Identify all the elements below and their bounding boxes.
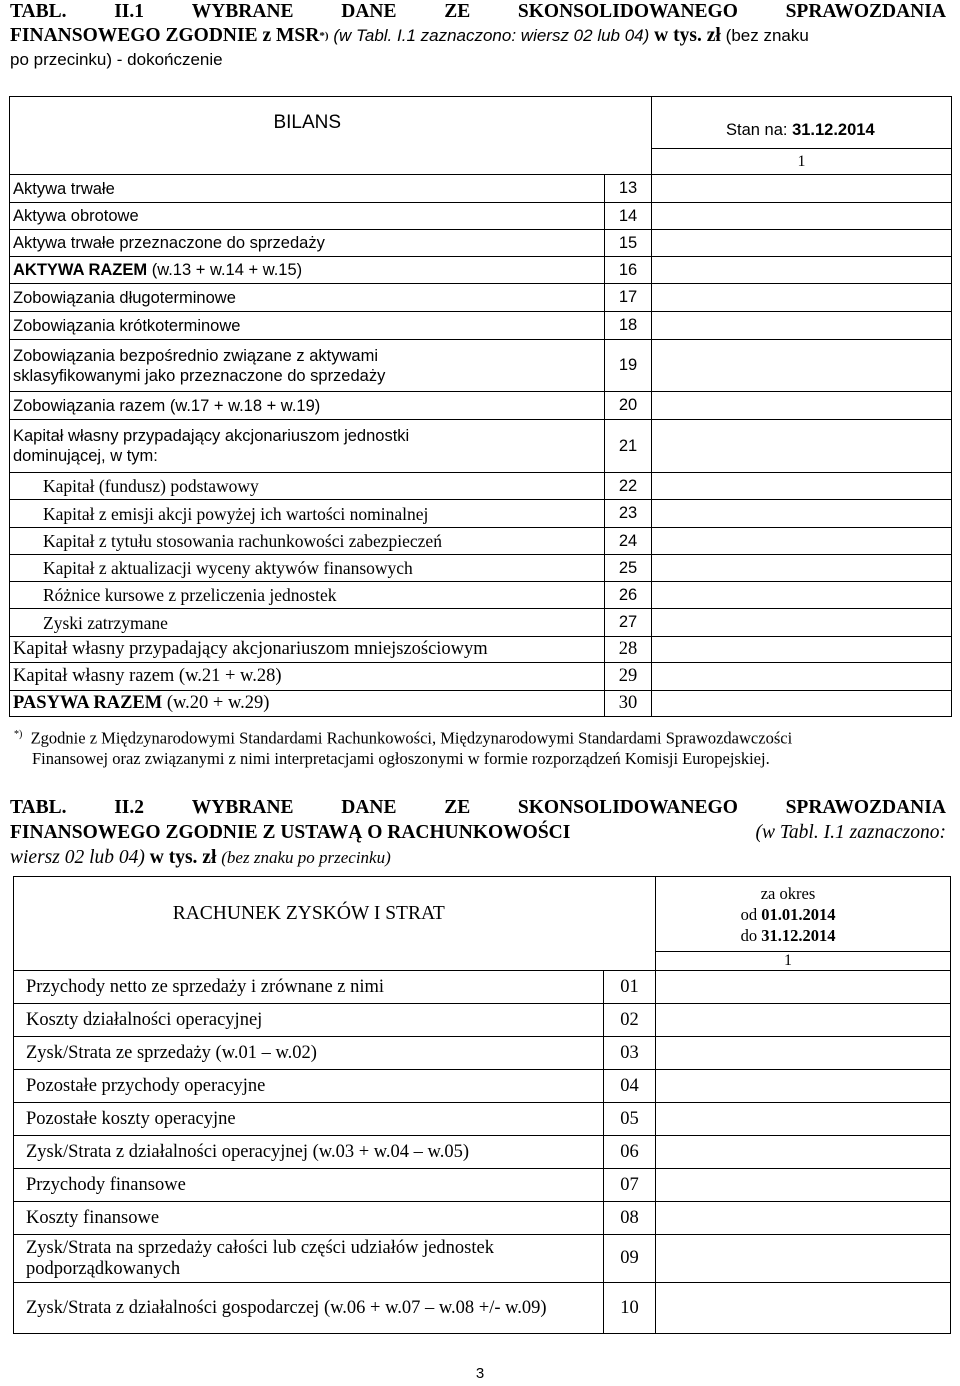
row-number: 20: [605, 392, 652, 420]
row-number: 29: [605, 663, 652, 691]
row-number: 30: [605, 691, 652, 717]
table-row: [10, 257, 952, 284]
title-word: SPRAWOZDANIA: [785, 797, 946, 818]
table-row: [14, 971, 951, 1004]
value-cell[interactable]: [652, 663, 952, 691]
table-row: [10, 284, 952, 312]
row-label: Zyski zatrzymane: [10, 609, 605, 637]
title-text: FINANSOWEGO ZGODNIE z MSR: [10, 25, 320, 46]
value-cell[interactable]: [652, 582, 952, 609]
table1-title-line2: [10, 24, 946, 48]
rzis-header: RACHUNEK ZYSKÓW I STRAT: [14, 877, 604, 952]
table-row: [10, 637, 952, 663]
row-label: Różnice kursowe z przeliczenia jednostek: [10, 582, 605, 609]
row-number: 13: [605, 175, 652, 203]
table-row: [10, 663, 952, 691]
table2-title-line2: [10, 820, 946, 845]
row-label: Kapitał własny przypadający akcjonariuszom jednostki dominującej, w tym:: [10, 420, 605, 473]
row-label: Zysk/Strata z działalności gospodarczej (w.06 + w.07 – w.08 +/- w.09): [14, 1283, 604, 1334]
period-to-label: do: [740, 925, 758, 945]
row-number: 15: [605, 230, 652, 257]
header-empty: [604, 877, 656, 952]
footnote-text: Zgodnie z Międzynarodowymi Standardami Rachunkowości, Międzynarodowymi Standardami Sprawozdawczości: [30, 728, 793, 748]
row-label: Aktywa trwałe: [10, 175, 605, 203]
row-label: Zobowiązania krótkoterminowe: [10, 312, 605, 340]
row-number: 07: [604, 1169, 656, 1202]
value-cell[interactable]: [652, 420, 952, 473]
table-row: [10, 175, 952, 203]
value-cell[interactable]: [652, 691, 952, 717]
table-row: [14, 1283, 951, 1334]
row-label: Kapitał z tytułu stosowania rachunkowości zabezpieczeń: [10, 528, 605, 555]
row-number: 23: [605, 500, 652, 528]
title-note: (bez znaku po przecinku): [221, 848, 391, 867]
colnum-empty: [10, 149, 605, 175]
row-label: Pozostałe przychody operacyjne: [14, 1070, 604, 1103]
table-row: [10, 392, 952, 420]
period-from: [656, 904, 920, 925]
bilans-header: BILANS: [10, 97, 605, 149]
table-row: [10, 340, 952, 392]
value-cell[interactable]: [652, 230, 952, 257]
row-number: 09: [604, 1235, 656, 1283]
footnote-marker: *): [319, 30, 329, 42]
row-number: 10: [604, 1283, 656, 1334]
value-cell[interactable]: [652, 175, 952, 203]
table-row: [10, 528, 952, 555]
row-number: 06: [604, 1136, 656, 1169]
row-label: Kapitał (fundusz) podstawowy: [10, 473, 605, 500]
row-number: 21: [605, 420, 652, 473]
row-number: 25: [605, 555, 652, 582]
row-label: Zysk/Strata z działalności operacyjnej (w.03 + w.04 – w.05): [14, 1136, 604, 1169]
colnum-empty: [14, 952, 604, 971]
table-row: [14, 1202, 951, 1235]
table1-title-line3: po przecinku) - dokończenie: [10, 50, 223, 69]
bilans-table: [9, 96, 952, 717]
title-word: TABL.: [10, 797, 67, 818]
title-word: ZE: [444, 797, 471, 818]
row-label: Koszty działalności operacyjnej: [14, 1004, 604, 1037]
row-number: 28: [605, 637, 652, 663]
value-cell[interactable]: [652, 340, 952, 392]
row-label: Pozostałe koszty operacyjne: [14, 1103, 604, 1136]
row-label-bold: AKTYWA RAZEM: [13, 261, 148, 279]
page-number: 3: [475, 1365, 485, 1382]
bilans-header-row: [10, 97, 952, 149]
value-cell[interactable]: [656, 1169, 951, 1202]
table-row: [14, 1070, 951, 1103]
title-word: TABL.: [10, 1, 67, 22]
value-cell[interactable]: [656, 1283, 951, 1334]
value-cell[interactable]: [656, 1070, 951, 1103]
table-row: [10, 312, 952, 340]
row-number: 14: [605, 203, 652, 230]
row-number: 16: [605, 257, 652, 284]
row-label: Kapitał własny przypadający akcjonariuszom mniejszościowym: [10, 637, 605, 663]
row-number: 24: [605, 528, 652, 555]
table-row: [10, 500, 952, 528]
value-cell[interactable]: [656, 1103, 951, 1136]
period-from-label: od: [740, 904, 758, 924]
table-row: [14, 1235, 951, 1283]
title-note: (w Tabl. I.1 zaznaczono:: [755, 822, 946, 843]
row-label: [10, 691, 605, 717]
title-note: (bez znaku: [725, 26, 809, 45]
row-number: 03: [604, 1037, 656, 1070]
value-cell[interactable]: [652, 392, 952, 420]
value-cell[interactable]: [652, 637, 952, 663]
table-row: [14, 1169, 951, 1202]
title-unit: w tys. zł: [654, 25, 721, 46]
period-from-date: 01.01.2014: [761, 904, 836, 924]
title-word: II.2: [114, 797, 145, 818]
row-number: 04: [604, 1070, 656, 1103]
row-label: Zobowiązania długoterminowe: [10, 284, 605, 312]
table-row: [10, 203, 952, 230]
title-unit: w tys. zł: [149, 847, 217, 868]
row-label: Kapitał z aktualizacji wyceny aktywów finansowych: [10, 555, 605, 582]
bilans-colnum-row: [10, 149, 952, 175]
row-label: Koszty finansowe: [14, 1202, 604, 1235]
table-row: [10, 230, 952, 257]
column-number: 1: [656, 952, 951, 971]
footnote: [14, 725, 948, 769]
row-label: Zobowiązania bezpośrednio związane z aktywami sklasyfikowanymi jako przeznaczone do sprzedaży: [10, 340, 605, 392]
row-label: Zysk/Strata ze sprzedaży (w.01 – w.02): [14, 1037, 604, 1070]
colnum-empty: [604, 952, 656, 971]
value-cell[interactable]: [652, 500, 952, 528]
value-cell[interactable]: [656, 1136, 951, 1169]
table-row: [10, 582, 952, 609]
value-cell[interactable]: [656, 1004, 951, 1037]
row-label: Aktywa obrotowe: [10, 203, 605, 230]
title-word: DANE: [341, 797, 397, 818]
title-word: WYBRANE: [191, 797, 294, 818]
value-cell[interactable]: [652, 528, 952, 555]
footnote-marker: *): [14, 729, 23, 740]
table-row: [10, 609, 952, 637]
period-to: [656, 925, 920, 946]
period-label: za okres: [760, 883, 816, 903]
row-label: Przychody netto ze sprzedaży i zrównane z nimi: [14, 971, 604, 1004]
footnote-line1: [14, 725, 948, 749]
title-word: ZE: [444, 1, 471, 22]
rzis-table: [13, 876, 951, 1334]
row-label-formula: (w.13 + w.14 + w.15): [147, 261, 303, 279]
row-number: 01: [604, 971, 656, 1004]
value-cell[interactable]: [656, 971, 951, 1004]
row-label: Zysk/Strata na sprzedaży całości lub części udziałów jednostek podporządkowanych: [14, 1235, 604, 1283]
row-number: 05: [604, 1103, 656, 1136]
table1-title-line1: [10, 0, 946, 24]
title-word: SKONSOLIDOWANEGO: [517, 797, 738, 818]
table-row: [10, 555, 952, 582]
row-label: [10, 257, 605, 284]
period-to-date: 31.12.2014: [761, 925, 836, 945]
footnote-line2: Finansowej oraz związanymi z nimi interpretacjami ogłoszonymi w formie rozporządzeń Komisji Europejskiej.: [32, 748, 770, 768]
title-note: (w Tabl. I.1 zaznaczono: wiersz 02 lub 04): [333, 26, 650, 45]
period-cell: [656, 877, 951, 952]
row-label-formula: (w.20 + w.29): [162, 693, 270, 713]
table-row: [10, 473, 952, 500]
title-word: WYBRANE: [191, 1, 294, 22]
row-label: Aktywa trwałe przeznaczone do sprzedaży: [10, 230, 605, 257]
title-word: SPRAWOZDANIA: [785, 1, 946, 22]
title-note: wiersz 02 lub 04): [10, 847, 145, 868]
title-word: DANE: [341, 1, 397, 22]
row-label: Kapitał z emisji akcji powyżej ich wartości nominalnej: [10, 500, 605, 528]
stan-na-cell: [652, 97, 952, 149]
row-number: 22: [605, 473, 652, 500]
row-label: Przychody finansowe: [14, 1169, 604, 1202]
colnum-empty: [605, 149, 652, 175]
table2-title-line3: [10, 845, 946, 870]
table2-title: [10, 795, 946, 870]
stan-na-label: Stan na:: [726, 121, 788, 139]
title-word: SKONSOLIDOWANEGO: [517, 1, 738, 22]
row-number: 19: [605, 340, 652, 392]
row-number: 26: [605, 582, 652, 609]
value-cell[interactable]: [656, 1037, 951, 1070]
row-number: 17: [605, 284, 652, 312]
value-cell[interactable]: [652, 203, 952, 230]
value-cell[interactable]: [656, 1235, 951, 1283]
table-row: [14, 1004, 951, 1037]
value-cell[interactable]: [656, 1202, 951, 1235]
value-cell[interactable]: [652, 555, 952, 582]
value-cell[interactable]: [652, 284, 952, 312]
table-row: [10, 691, 952, 717]
table1-title: [10, 0, 946, 72]
value-cell[interactable]: [652, 257, 952, 284]
row-number: 02: [604, 1004, 656, 1037]
table2-title-line1: [10, 795, 946, 820]
table-row: [14, 1103, 951, 1136]
table-row: [14, 1037, 951, 1070]
stan-na-date: 31.12.2014: [792, 121, 875, 139]
title-text: FINANSOWEGO ZGODNIE Z USTAWĄ O RACHUNKOWOŚCI: [10, 822, 571, 843]
table-row: [14, 1136, 951, 1169]
value-cell[interactable]: [652, 473, 952, 500]
value-cell[interactable]: [652, 312, 952, 340]
title-word: II.1: [114, 1, 145, 22]
row-label: Zobowiązania razem (w.17 + w.18 + w.19): [10, 392, 605, 420]
row-number: 08: [604, 1202, 656, 1235]
row-label: Kapitał własny razem (w.21 + w.28): [10, 663, 605, 691]
rzis-colnum-row: [14, 952, 951, 971]
rzis-header-row: [14, 877, 951, 952]
value-cell[interactable]: [652, 609, 952, 637]
row-label-bold: PASYWA RAZEM: [13, 693, 163, 713]
row-number: 18: [605, 312, 652, 340]
table-row: [10, 420, 952, 473]
row-number: 27: [605, 609, 652, 637]
column-number: 1: [652, 149, 952, 175]
header-empty: [605, 97, 652, 149]
